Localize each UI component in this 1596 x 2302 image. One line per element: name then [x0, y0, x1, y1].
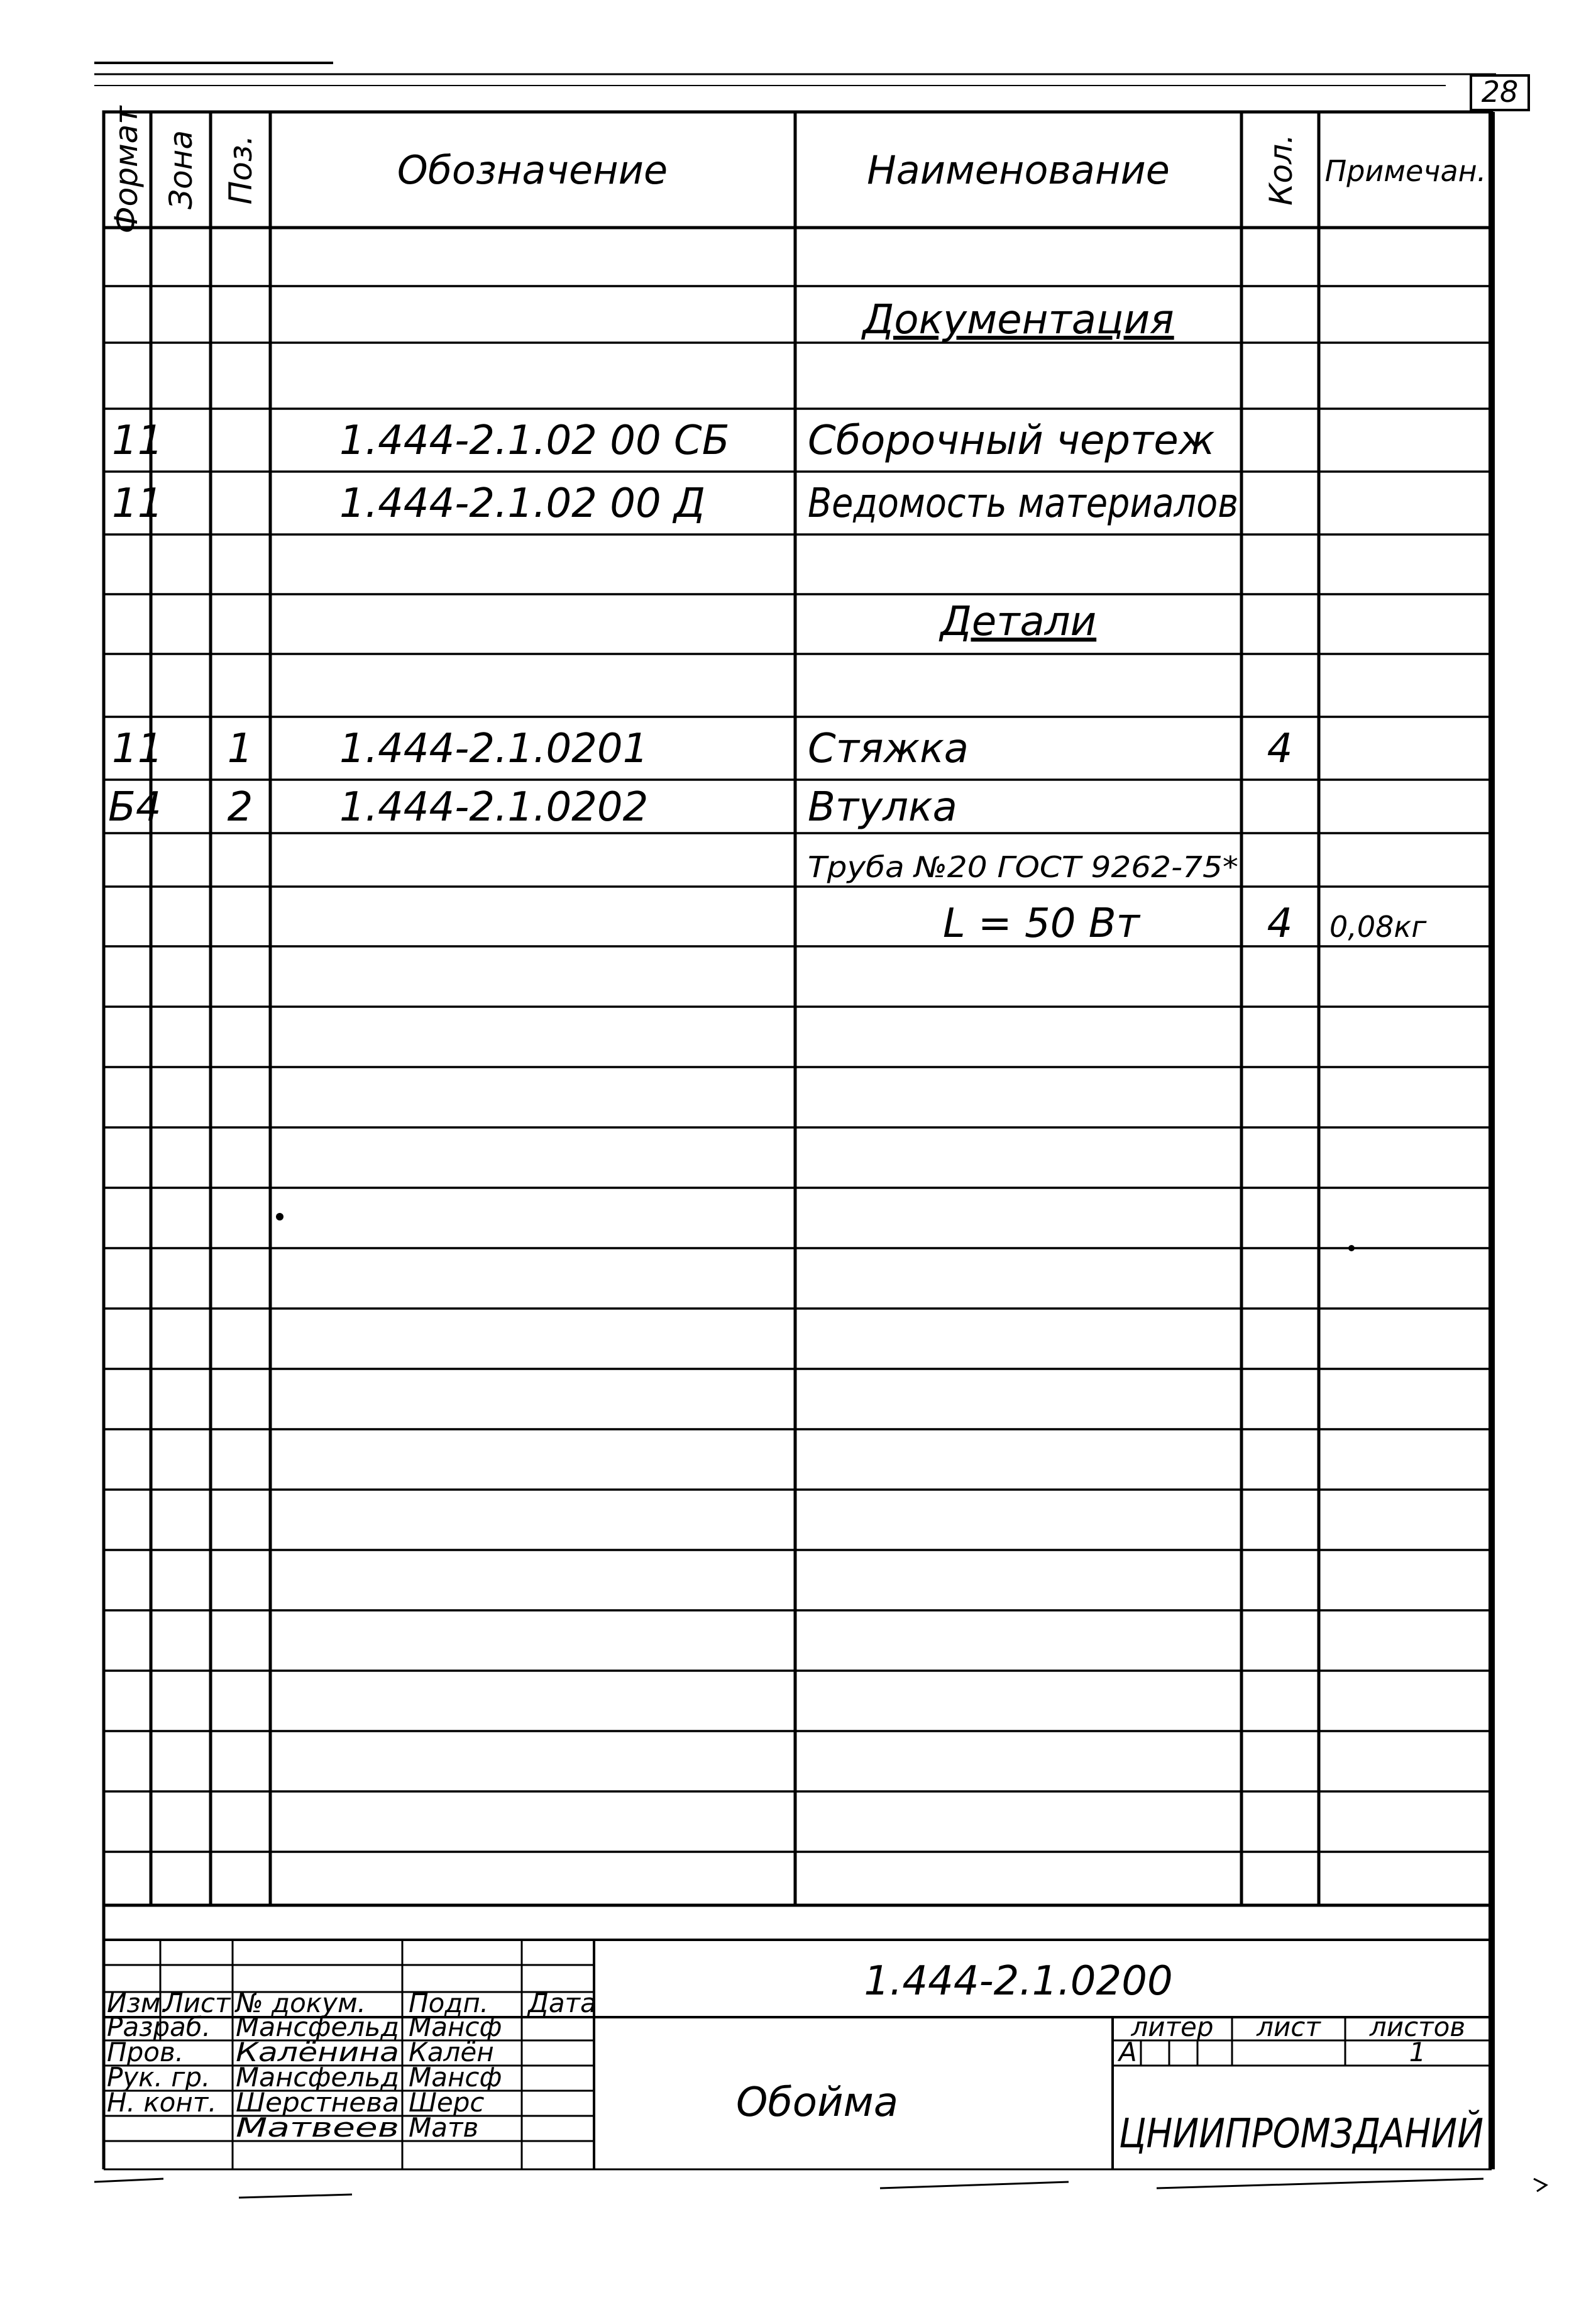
title-block [107, 1958, 1537, 2157]
person-name: Шерстнева [236, 2087, 399, 2118]
spec-table-grid [104, 112, 1537, 2169]
row-designation: 1.444-2.1.02 00 СБ [339, 418, 730, 464]
row-qty: 4 [1267, 726, 1293, 772]
person-name: Мансфельд [236, 2062, 399, 2093]
section-title-details: Детали [940, 599, 1097, 645]
row-format: 11 [112, 726, 163, 772]
header-note: Примечан. [1324, 154, 1487, 188]
page-number: 28 [1481, 75, 1519, 109]
row-name: Втулка [808, 784, 957, 831]
row-pos: 1 [227, 726, 253, 772]
signature: Шерс [409, 2087, 485, 2118]
sheets-label: листов [1369, 2011, 1466, 2042]
organization-name: ЦНИИПРОМЗДАНИЙ [1119, 2111, 1537, 2157]
header-format: Формат [108, 106, 145, 234]
role-label: Разраб. [107, 2011, 211, 2042]
header-designation: Обозначение [397, 147, 668, 193]
row-name: Стяжка [808, 726, 969, 772]
signature: Матв [409, 2112, 479, 2143]
role-label: Пров. [107, 2037, 184, 2067]
table-row [943, 900, 1427, 947]
role-label: Н. конт. [107, 2087, 217, 2118]
col-date: Дата [528, 1988, 597, 2018]
row-note: 0,08кг [1329, 910, 1427, 944]
row-lines [104, 286, 1492, 1852]
row-designation: 1.444-2.1.02 00 Д [339, 480, 705, 527]
stray-dot [276, 1213, 283, 1220]
table-row [938, 599, 1096, 645]
page-number-box [1471, 75, 1529, 110]
signature: Мансф [409, 2062, 502, 2093]
row-format: 11 [112, 480, 163, 527]
stray-dot [1348, 1245, 1355, 1251]
header-pos: Поз. [223, 135, 259, 205]
person-name: Мансфельд [236, 2011, 399, 2042]
col-sign: Подп. [409, 1988, 489, 2018]
scan-noise [94, 2179, 1546, 2198]
col-list: Лист [163, 1988, 231, 2018]
row-format: 11 [112, 418, 163, 464]
row-name: Ведомость материалов [808, 480, 1238, 527]
sheets-value: 1 [1409, 2037, 1426, 2067]
row-name: Труба №20 ГОСТ 9262-75* [808, 850, 1238, 884]
litera-value: А [1119, 2037, 1137, 2067]
row-designation: 1.444-2.1.0201 [339, 726, 649, 772]
table-row [108, 784, 957, 831]
header-zone: Зона [163, 130, 199, 209]
person-name: Калёнина [236, 2037, 399, 2067]
row-designation: 1.444-2.1.0202 [339, 784, 649, 831]
header-name: Наименование [867, 147, 1170, 193]
row-format: Б4 [108, 784, 162, 831]
row-name: Сборочный чертеж [808, 418, 1215, 464]
table-row [112, 726, 1292, 772]
col-izm: Изм. [107, 1988, 169, 2018]
row-qty: 4 [1267, 900, 1293, 947]
header-qty: Кол. [1263, 134, 1299, 206]
doc-number: 1.444-2.1.0200 [864, 1958, 1173, 2005]
litera-label: литер [1131, 2011, 1214, 2042]
table-row [808, 850, 1238, 884]
product-title: Обойма [735, 2079, 899, 2126]
signature: Мансф [409, 2011, 502, 2042]
table-row [861, 297, 1174, 343]
table-rows [108, 297, 1427, 947]
section-title-documentation: Документация [862, 297, 1174, 343]
col-doc-no: № докум. [236, 1988, 366, 2018]
table-row [112, 418, 1215, 464]
row-name: L = 50 Вт [943, 900, 1140, 947]
table-row [112, 480, 1238, 527]
signature: Калён [409, 2037, 494, 2067]
person-name: Матвеев [236, 2112, 399, 2143]
role-label: Рук. гр. [107, 2062, 211, 2093]
row-pos: 2 [227, 784, 253, 831]
top-margin-lines [94, 63, 1496, 86]
table-header [108, 105, 1486, 234]
sheet-label: лист [1257, 2011, 1321, 2042]
